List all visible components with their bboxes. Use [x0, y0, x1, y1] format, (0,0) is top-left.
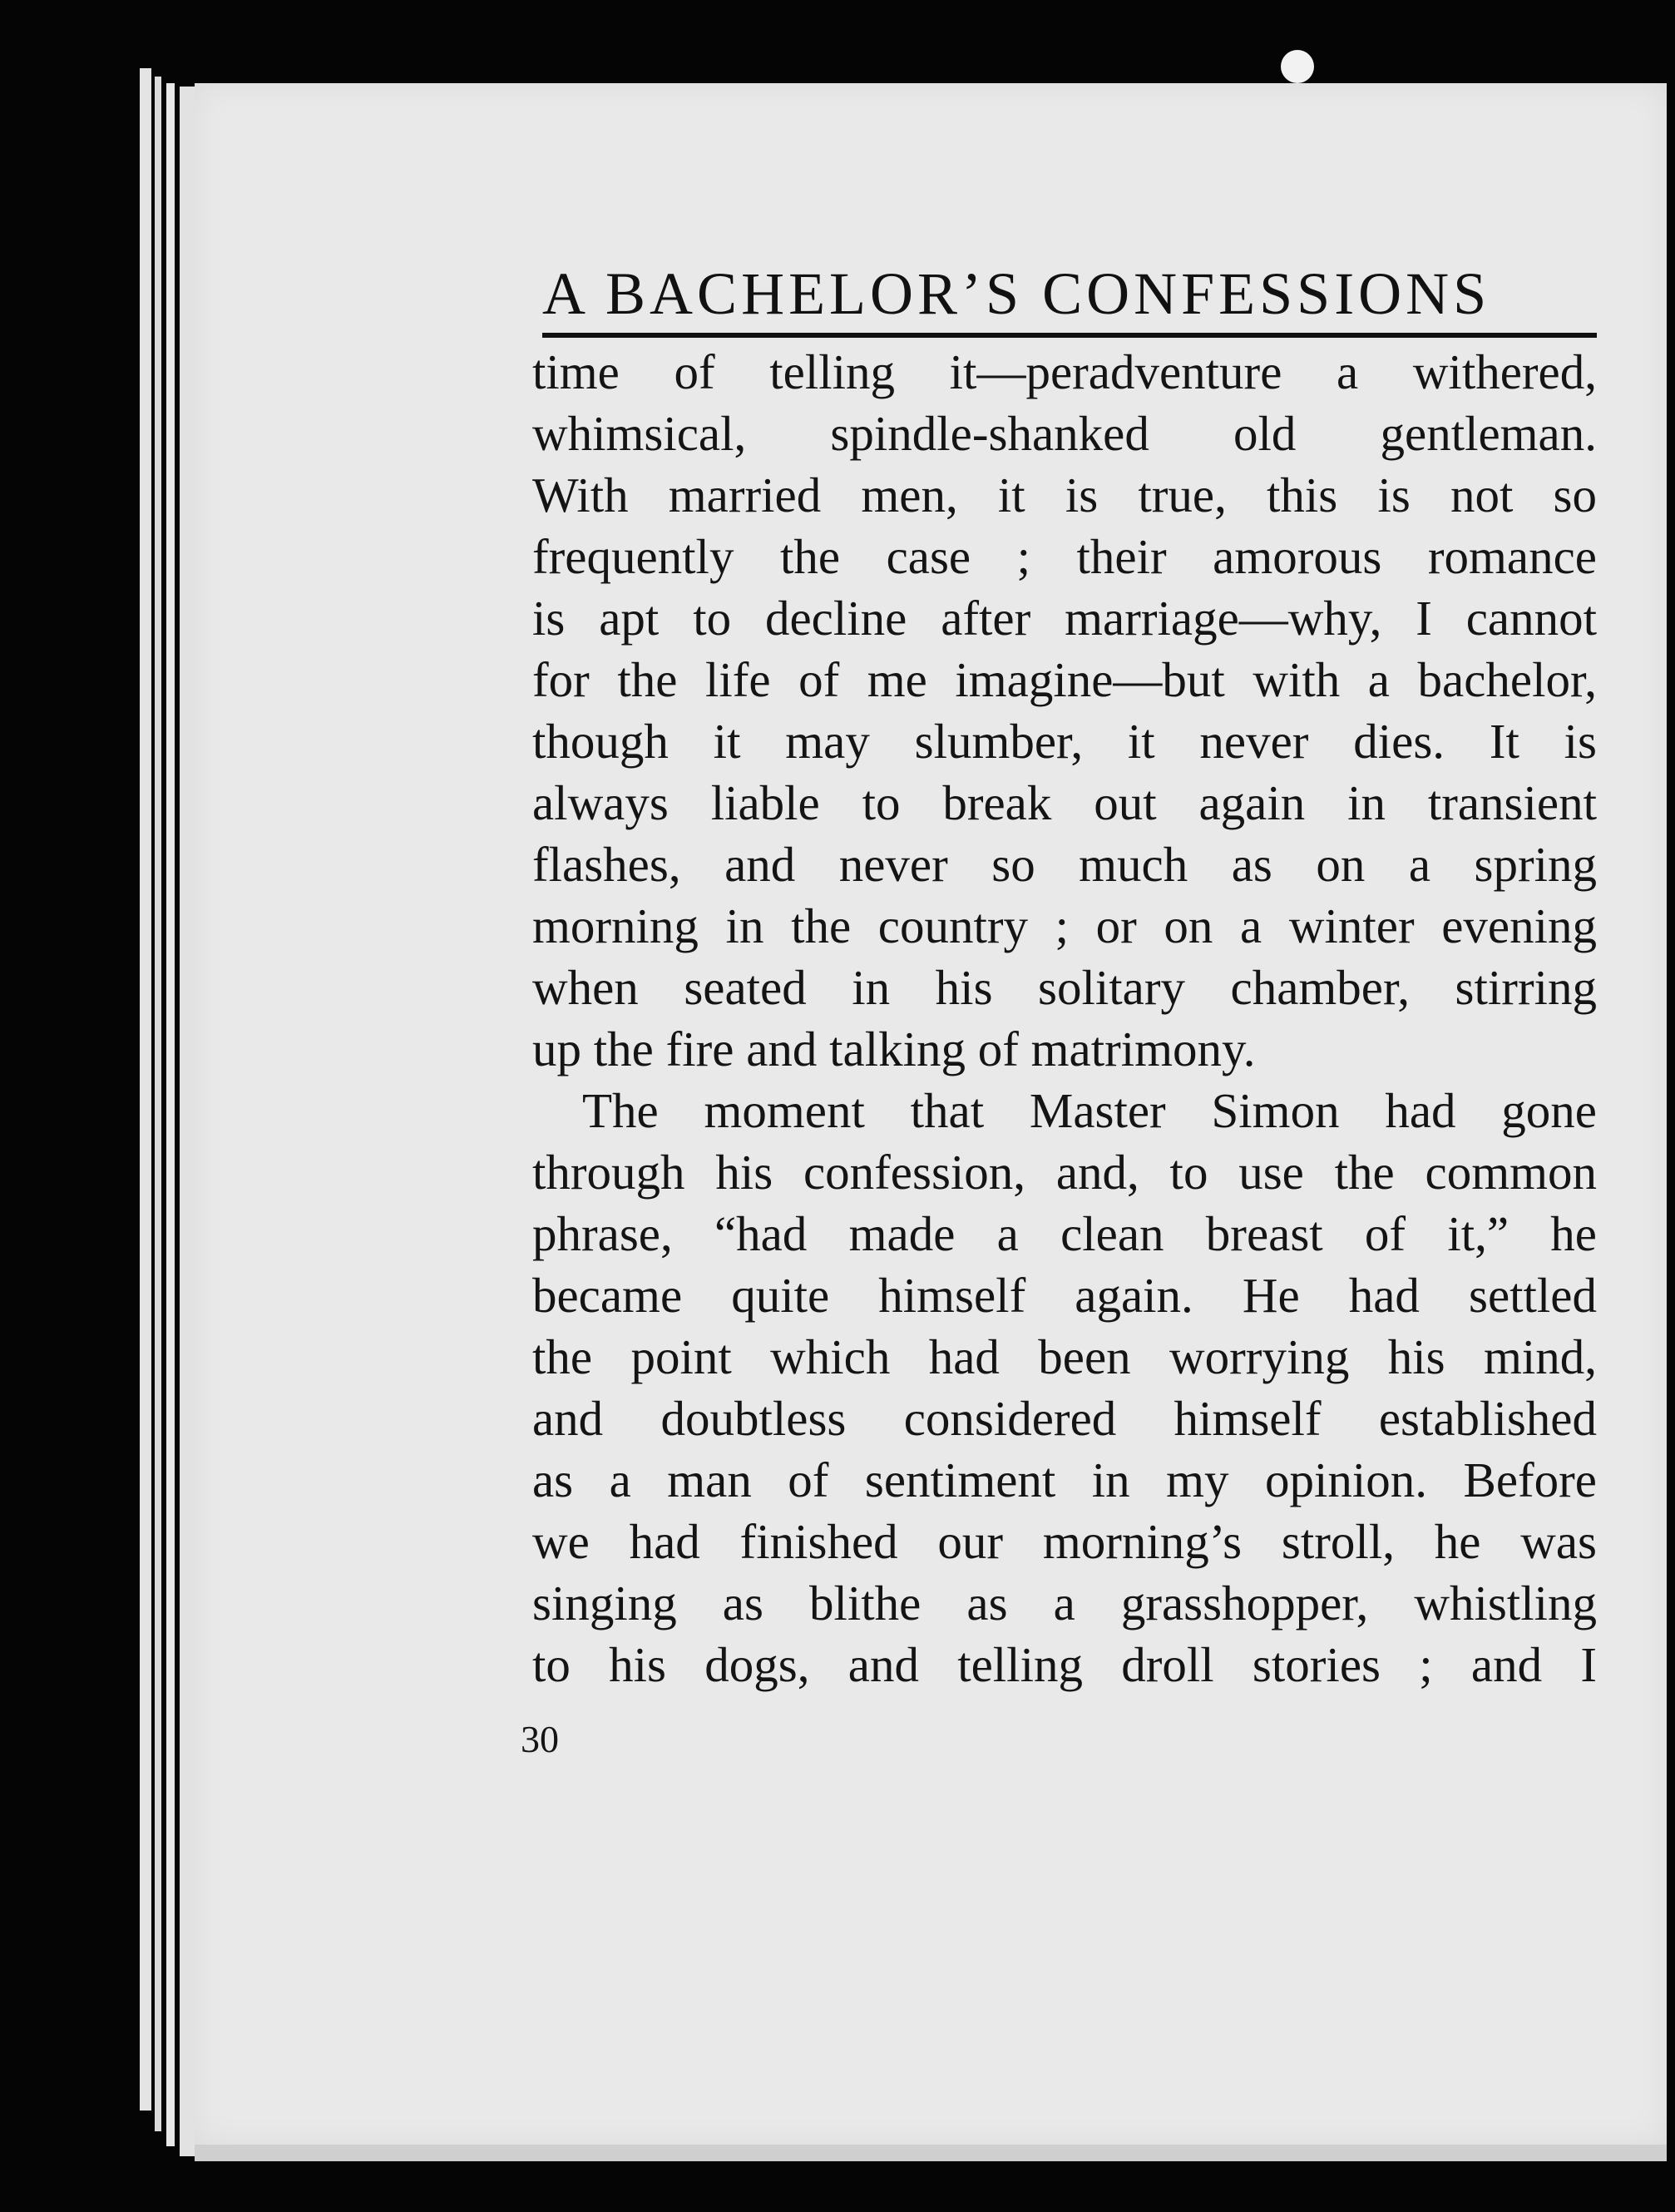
- text-line: flashes, and never so much as on a spring: [532, 837, 1597, 892]
- page-edge: [166, 83, 175, 2146]
- text-line: always liable to break out again in transient: [532, 775, 1597, 830]
- text-line: morning in the country ; or on a winter evening: [532, 898, 1597, 953]
- text-line: through his confession, and, to use the common: [532, 1145, 1597, 1200]
- text-line: frequently the case ; their amorous romance: [532, 529, 1597, 584]
- text-line: to his dogs, and telling droll stories ; and I: [532, 1637, 1597, 1692]
- text-line: the point which had been worrying his mind,: [532, 1329, 1597, 1384]
- head-rule: [542, 333, 1597, 338]
- text-line: as a man of sentiment in my opinion. Before: [532, 1452, 1597, 1507]
- page-edge: [140, 68, 151, 2111]
- text-line: we had finished our morning’s stroll, he was: [532, 1514, 1597, 1569]
- text-line: time of telling it—peradventure a withered,: [532, 344, 1597, 399]
- text-line: The moment that Master Simon had gone: [582, 1083, 1597, 1138]
- text-line: phrase, “had made a clean breast of it,” he: [532, 1206, 1597, 1261]
- page-bottom-edge: [195, 2145, 1667, 2161]
- text-line: up the fire and talking of matrimony.: [532, 1022, 1256, 1076]
- text-line: is apt to decline after marriage—why, I cannot: [532, 591, 1597, 646]
- page-edge: [180, 87, 195, 2156]
- scan-speck: [1281, 50, 1314, 83]
- text-line: when seated in his solitary chamber, stirring: [532, 960, 1597, 1015]
- text-line: became quite himself again. He had settled: [532, 1268, 1597, 1323]
- page-number: 30: [521, 1718, 559, 1760]
- text-line: With married men, it is true, this is not so: [532, 468, 1597, 522]
- text-line: though it may slumber, it never dies. It is: [532, 714, 1597, 769]
- page-edge: [155, 77, 161, 2131]
- text-line: for the life of me imagine—but with a bachelor,: [532, 652, 1597, 707]
- text-line: whimsical, spindle-shanked old gentleman.: [532, 406, 1597, 461]
- body-text: [532, 341, 1597, 1695]
- text-line: and doubtless considered himself established: [532, 1391, 1597, 1446]
- text-line: singing as blithe as a grasshopper, whistling: [532, 1576, 1597, 1631]
- running-head: A BACHELOR’S CONFESSIONS: [542, 260, 1491, 327]
